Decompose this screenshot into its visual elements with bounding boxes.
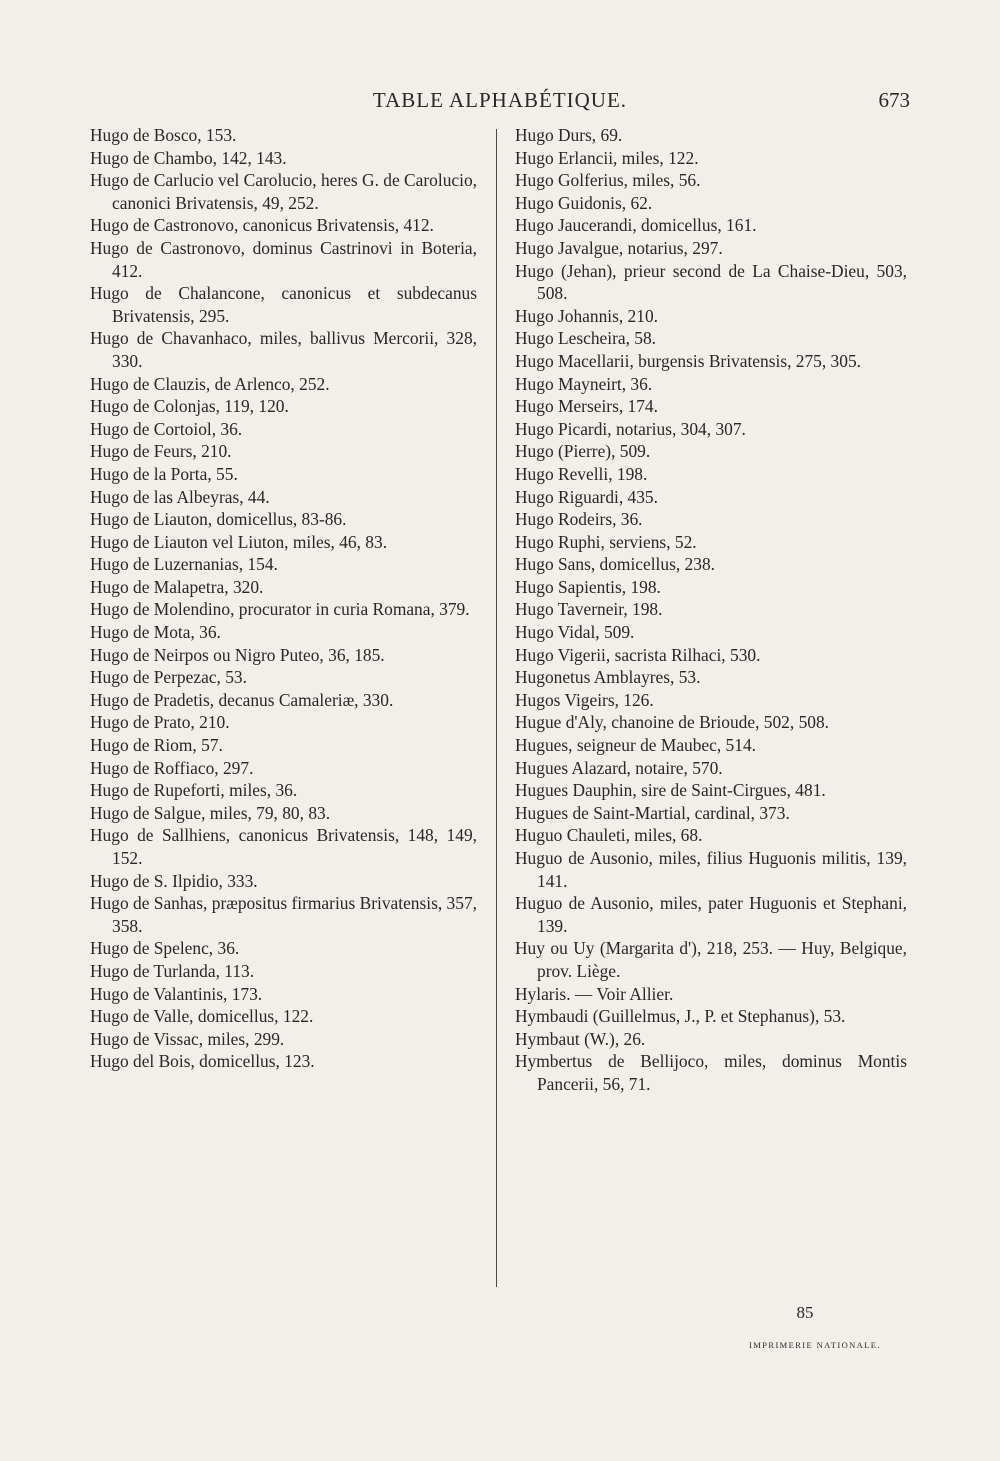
index-entry: Hugo de Salgue, miles, 79, 80, 83. <box>90 802 331 823</box>
page-number: 673 <box>878 88 910 112</box>
signature-number: 85 <box>796 1303 814 1322</box>
index-entry: Hymbaudi (Guillelmus, J., P. et Stephanus), 53. <box>515 1006 846 1027</box>
index-entry: Hugo de Rupeforti, miles, 36. <box>90 780 298 801</box>
index-entry: Huguo de Ausonio, miles, filius Huguonis militis, 139, 141. <box>515 848 907 891</box>
column-divider <box>496 129 497 1287</box>
index-entry: Hugo (Jehan), prieur second de La Chaise-Dieu, 503, 508. <box>515 260 907 304</box>
index-entry: Hugo Riguardi, 435. <box>515 486 658 507</box>
index-entry: Hugo de Colonjas, 119, 120. <box>90 396 289 417</box>
index-entry: Hugo de Chavanhaco, miles, ballivus Mercorii, 328, 330. <box>90 328 477 371</box>
index-column-right <box>515 124 907 1096</box>
index-entry: Hugo Sans, domicellus, 238. <box>515 554 715 575</box>
index-entry: Hugo de S. Ilpidio, 333. <box>90 870 258 891</box>
index-entry: Hugo Revelli, 198. <box>515 463 648 484</box>
index-entry: Hugo de Neirpos ou Nigro Puteo, 36, 185. <box>90 644 385 665</box>
index-entry: Hugo Rodeirs, 36. <box>515 509 643 530</box>
index-entry: Hugue d'Aly, chanoine de Brioude, 502, 508. <box>515 712 830 733</box>
index-entry: Huguo Chauleti, miles, 68. <box>515 825 703 846</box>
index-entry: Hugues Alazard, notaire, 570. <box>515 757 723 778</box>
index-entry: Hugo de Castronovo, canonicus Brivatensis, 412. <box>90 215 434 236</box>
index-entry: Hugo de Turlanda, 113. <box>90 960 255 981</box>
index-entry: Hugo de Cortoiol, 36. <box>90 418 243 439</box>
index-entry: Hugos Vigeirs, 126. <box>515 689 654 710</box>
running-title: TABLE ALPHABÉTIQUE. <box>372 88 628 112</box>
index-entry: Hugo de Malapetra, 320. <box>90 576 264 597</box>
index-entry: Hugo de Castronovo, dominus Castrinovi in Boteria, 412. <box>90 237 477 281</box>
index-entry: Hugo de Mota, 36. <box>90 622 221 643</box>
index-column-left <box>90 124 477 1073</box>
index-entry: Hugo Guidonis, 62. <box>515 192 653 213</box>
index-entry: Hugo Mayneirt, 36. <box>515 373 653 394</box>
index-entry: Hugo de Liauton, domicellus, 83-86. <box>90 509 347 530</box>
index-entry: Hugo Macellarii, burgensis Brivatensis, 275, 305. <box>515 350 861 371</box>
index-entry: Hugo de Riom, 57. <box>90 735 223 756</box>
printer-imprint: IMPRIMERIE NATIONALE. <box>749 1340 881 1350</box>
index-entry: Hugo de Valle, domicellus, 122. <box>90 1006 314 1027</box>
index-entry: Hugo de Carlucio vel Carolucio, heres G. de Carolucio, canonici Brivatensis, 49, 252. <box>90 170 477 213</box>
index-entry: Huy ou Uy (Margarita d'), 218, 253. — Huy, Belgique, prov. Liège. <box>515 938 907 981</box>
index-entry: Hugo de Prato, 210. <box>90 712 230 733</box>
index-entry: Hymbertus de Bellijoco, miles, dominus Montis Pancerii, 56, 71. <box>515 1051 907 1094</box>
index-entry: Hugues, seigneur de Maubec, 514. <box>515 735 756 756</box>
index-entry: Hugues de Saint-Martial, cardinal, 373. <box>515 802 790 823</box>
index-entry: Hugo Sapientis, 198. <box>515 576 661 597</box>
index-entry: Hugo Merseirs, 174. <box>515 396 658 417</box>
index-entry: Hugo Vidal, 509. <box>515 622 635 643</box>
index-entry: Hugo Ruphi, serviens, 52. <box>515 531 697 552</box>
index-entry: Hugues Dauphin, sire de Saint-Cirgues, 481. <box>515 780 826 801</box>
index-entry: Hugo Johannis, 210. <box>515 305 658 326</box>
index-entry: Hugo de Clauzis, de Arlenco, 252. <box>90 373 330 394</box>
index-entry: Hugo de Roffiaco, 297. <box>90 757 254 778</box>
index-entry: Hugo de Luzernanias, 154. <box>90 554 278 575</box>
index-entry: Hugo de Spelenc, 36. <box>90 938 240 959</box>
index-entry: Hugo Taverneir, 198. <box>515 599 663 620</box>
index-entry: Hugonetus Amblayres, 53. <box>515 667 701 688</box>
index-entry: Hugo (Pierre), 509. <box>515 441 651 462</box>
index-entry: Hugo Golferius, miles, 56. <box>515 170 701 191</box>
index-entry: Hugo de Liauton vel Liuton, miles, 46, 83. <box>90 531 388 552</box>
index-entry: Hugo de Vissac, miles, 299. <box>90 1028 285 1049</box>
index-entry: Huguo de Ausonio, miles, pater Huguonis et Stephani, 139. <box>515 893 907 936</box>
index-entry: Hugo de Feurs, 210. <box>90 441 232 462</box>
index-entry: Hugo del Bois, domicellus, 123. <box>90 1051 315 1072</box>
index-entry: Hugo de Molendino, procurator in curia Romana, 379. <box>90 599 470 620</box>
index-entry: Hymbaut (W.), 26. <box>515 1028 646 1049</box>
index-entry: Hugo Vigerii, sacrista Rilhaci, 530. <box>515 644 761 665</box>
index-entry: Hugo Javalgue, notarius, 297. <box>515 237 723 258</box>
index-entry: Hugo Erlancii, miles, 122. <box>515 147 699 168</box>
index-entry: Hugo Durs, 69. <box>515 125 623 145</box>
index-entry: Hugo Picardi, notarius, 304, 307. <box>515 418 746 439</box>
index-entry: Hugo Jaucerandi, domicellus, 161. <box>515 215 757 236</box>
index-entry: Hugo de Sanhas, præpositus firmarius Brivatensis, 357, 358. <box>90 893 477 936</box>
index-entry: Hylaris. — Voir Allier. <box>515 983 674 1004</box>
index-entry: Hugo de Valantinis, 173. <box>90 983 263 1004</box>
index-entry: Hugo de Chambo, 142, 143. <box>90 147 287 168</box>
index-entry: Hugo de la Porta, 55. <box>90 463 238 484</box>
index-entry: Hugo de Sallhiens, canonicus Brivatensis, 148, 149, 152. <box>90 825 477 868</box>
index-entry: Hugo de Chalancone, canonicus et subdecanus Brivatensis, 295. <box>90 283 477 326</box>
index-entry: Hugo de Pradetis, decanus Camaleriæ, 330. <box>90 689 394 710</box>
index-entry: Hugo de Bosco, 153. <box>90 125 237 145</box>
index-entry: Hugo Lescheira, 58. <box>515 328 657 349</box>
index-entry: Hugo de las Albeyras, 44. <box>90 486 270 507</box>
index-entry: Hugo de Perpezac, 53. <box>90 667 247 688</box>
